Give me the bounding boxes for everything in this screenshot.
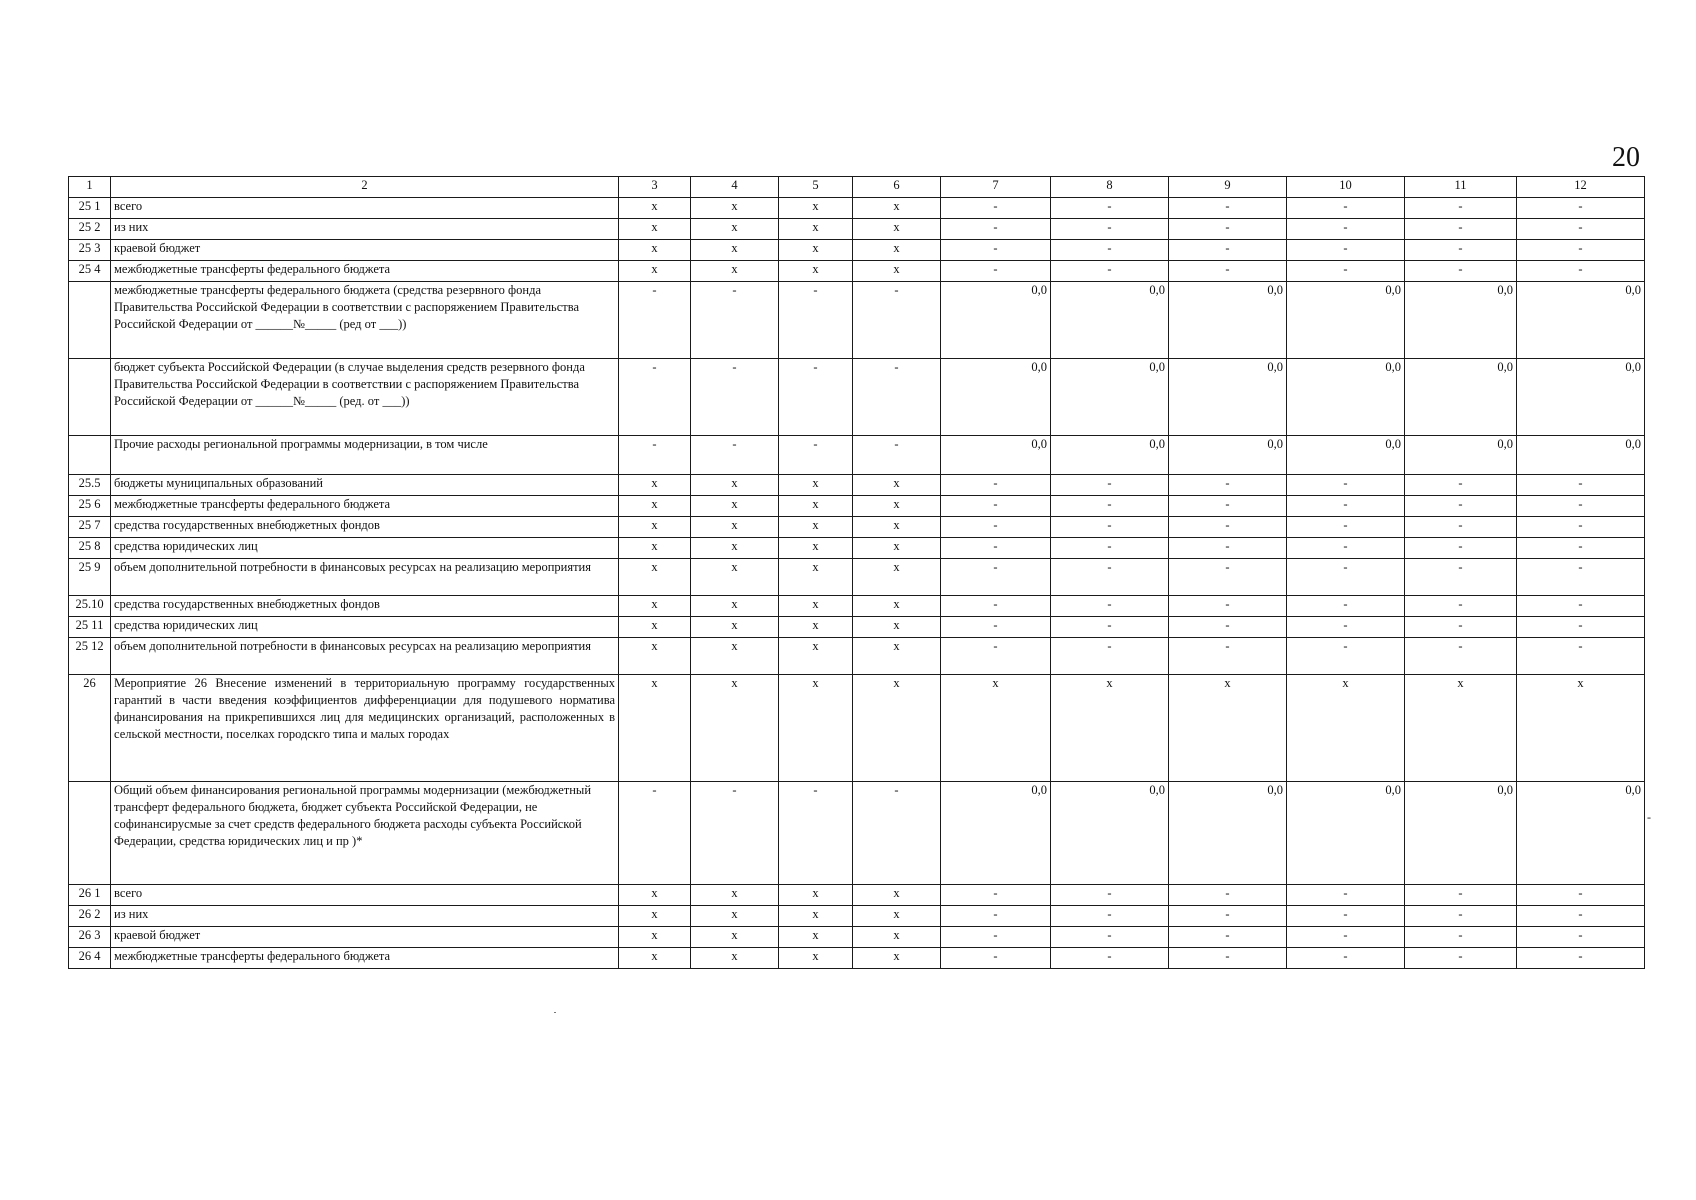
value-cell: 0,0 [1517, 782, 1645, 885]
table-row [69, 219, 1645, 240]
scan-speck [554, 1012, 556, 1013]
value-cell: 0,0 [1405, 282, 1517, 359]
value-cell: x [619, 219, 691, 240]
value-cell: x [619, 198, 691, 219]
column-number: 8 [1051, 177, 1169, 198]
value-cell: - [1051, 927, 1169, 948]
row-number-cell: 25 7 [69, 517, 111, 538]
value-cell: x [619, 261, 691, 282]
value-cell: - [1287, 538, 1405, 559]
value-cell: - [1051, 906, 1169, 927]
value-cell: - [691, 359, 779, 436]
row-number-cell: 25 6 [69, 496, 111, 517]
value-cell: - [1169, 638, 1287, 675]
row-number-cell: 25.10 [69, 596, 111, 617]
row-number-cell: 25 11 [69, 617, 111, 638]
value-cell: x [619, 617, 691, 638]
value-cell: 0,0 [1517, 282, 1645, 359]
value-cell: - [1051, 559, 1169, 596]
value-cell: - [779, 436, 853, 475]
row-number-cell: 25 4 [69, 261, 111, 282]
value-cell: - [1287, 219, 1405, 240]
value-cell: - [1405, 198, 1517, 219]
value-cell: 0,0 [1051, 282, 1169, 359]
value-cell: - [1287, 617, 1405, 638]
table-row [69, 282, 1645, 359]
value-cell: x [779, 596, 853, 617]
row-label-cell: объем дополнительной потребности в финансовых ресурсах на реализацию мероприятия [111, 638, 619, 675]
value-cell: - [1517, 261, 1645, 282]
value-cell: - [1405, 219, 1517, 240]
value-cell: x [779, 475, 853, 496]
table-row [69, 517, 1645, 538]
value-cell: - [1287, 948, 1405, 969]
value-cell: - [1051, 596, 1169, 617]
value-cell: - [941, 496, 1051, 517]
value-cell: x [691, 240, 779, 261]
column-number: 3 [619, 177, 691, 198]
table-row [69, 782, 1645, 885]
value-cell: x [853, 219, 941, 240]
column-number: 1 [69, 177, 111, 198]
column-number: 5 [779, 177, 853, 198]
value-cell: - [941, 906, 1051, 927]
value-cell: - [1169, 219, 1287, 240]
value-cell: x [779, 638, 853, 675]
table-row [69, 617, 1645, 638]
value-cell: - [1287, 198, 1405, 219]
table-row [69, 885, 1645, 906]
column-number: 4 [691, 177, 779, 198]
value-cell: - [1405, 538, 1517, 559]
value-cell: x [853, 885, 941, 906]
table-row [69, 596, 1645, 617]
value-cell: 0,0 [941, 436, 1051, 475]
value-cell: - [1051, 517, 1169, 538]
table-row [69, 559, 1645, 596]
row-label-cell: средства юридических лиц [111, 617, 619, 638]
value-cell: - [853, 782, 941, 885]
value-cell: x [691, 198, 779, 219]
table-row [69, 675, 1645, 782]
value-cell: - [1051, 261, 1169, 282]
value-cell: - [941, 219, 1051, 240]
value-cell: - [1051, 198, 1169, 219]
value-cell: - [1169, 475, 1287, 496]
value-cell: x [853, 948, 941, 969]
value-cell: - [1169, 885, 1287, 906]
row-label-cell: межбюджетные трансферты федерального бюджета [111, 496, 619, 517]
value-cell: x [853, 559, 941, 596]
table-row [69, 906, 1645, 927]
value-cell: x [619, 538, 691, 559]
row-number-cell: 26 2 [69, 906, 111, 927]
table-row [69, 948, 1645, 969]
value-cell: 0,0 [1287, 436, 1405, 475]
value-cell: x [619, 948, 691, 969]
column-number: 6 [853, 177, 941, 198]
value-cell: - [1169, 198, 1287, 219]
value-cell: - [1287, 885, 1405, 906]
value-cell: 0,0 [1287, 782, 1405, 885]
value-cell: x [853, 617, 941, 638]
value-cell: x [691, 475, 779, 496]
value-cell: - [1051, 948, 1169, 969]
value-cell: x [853, 496, 941, 517]
value-cell: - [1517, 517, 1645, 538]
value-cell: - [853, 436, 941, 475]
value-cell: x [941, 675, 1051, 782]
value-cell: - [1051, 638, 1169, 675]
value-cell: x [779, 538, 853, 559]
value-cell: x [779, 261, 853, 282]
value-cell: x [619, 240, 691, 261]
value-cell: 0,0 [1051, 436, 1169, 475]
value-cell: x [619, 559, 691, 596]
value-cell: - [1517, 906, 1645, 927]
value-cell: x [853, 927, 941, 948]
value-cell: - [941, 948, 1051, 969]
margin-mark: - [1647, 810, 1651, 824]
column-number: 9 [1169, 177, 1287, 198]
value-cell: - [1517, 638, 1645, 675]
value-cell: x [853, 596, 941, 617]
row-number-cell [69, 436, 111, 475]
row-number-cell: 25 2 [69, 219, 111, 240]
value-cell: - [691, 282, 779, 359]
value-cell: - [1517, 496, 1645, 517]
row-number-cell: 25 1 [69, 198, 111, 219]
value-cell: - [1169, 517, 1287, 538]
value-cell: - [691, 436, 779, 475]
value-cell: - [1405, 596, 1517, 617]
row-label-cell: бюджет субъекта Российской Федерации (в случае выделения средств резервного фонда Правительства Российской Федерации в соответствии с распоряжением Правительства Российской Федерации от ______№_____ (ред. от ___)) [111, 359, 619, 436]
financing-table [68, 176, 1645, 969]
row-label-cell: средства государственных внебюджетных фондов [111, 517, 619, 538]
value-cell: - [941, 617, 1051, 638]
column-number: 11 [1405, 177, 1517, 198]
value-cell: - [1405, 948, 1517, 969]
value-cell: - [1287, 517, 1405, 538]
table-row [69, 538, 1645, 559]
value-cell: x [691, 596, 779, 617]
value-cell: x [619, 675, 691, 782]
value-cell: x [779, 948, 853, 969]
value-cell: x [779, 675, 853, 782]
row-number-cell: 26 4 [69, 948, 111, 969]
row-label-cell: из них [111, 219, 619, 240]
column-number-row [69, 177, 1645, 198]
value-cell: 0,0 [1405, 782, 1517, 885]
value-cell: - [619, 359, 691, 436]
row-number-cell [69, 782, 111, 885]
value-cell: x [853, 240, 941, 261]
table-row [69, 240, 1645, 261]
value-cell: 0,0 [1405, 436, 1517, 475]
row-label-cell: краевой бюджет [111, 927, 619, 948]
row-label-cell: средства государственных внебюджетных фондов [111, 596, 619, 617]
value-cell: - [941, 475, 1051, 496]
row-number-cell [69, 359, 111, 436]
value-cell: x [619, 596, 691, 617]
row-label-cell: средства юридических лиц [111, 538, 619, 559]
value-cell: - [1287, 596, 1405, 617]
value-cell: x [779, 219, 853, 240]
row-number-cell: 25.5 [69, 475, 111, 496]
value-cell: x [691, 906, 779, 927]
value-cell: - [1287, 638, 1405, 675]
row-label-cell: всего [111, 885, 619, 906]
value-cell: x [779, 885, 853, 906]
value-cell: - [1169, 617, 1287, 638]
row-label-cell: из них [111, 906, 619, 927]
value-cell: x [1051, 675, 1169, 782]
row-label-cell: межбюджетные трансферты федерального бюджета [111, 261, 619, 282]
value-cell: x [853, 517, 941, 538]
value-cell: - [619, 282, 691, 359]
value-cell: x [853, 198, 941, 219]
column-number: 2 [111, 177, 619, 198]
value-cell: - [1169, 906, 1287, 927]
row-label-cell: всего [111, 198, 619, 219]
value-cell: - [853, 359, 941, 436]
value-cell: - [1517, 885, 1645, 906]
value-cell: - [1287, 240, 1405, 261]
value-cell: 0,0 [1169, 282, 1287, 359]
value-cell: - [1517, 475, 1645, 496]
value-cell: x [779, 906, 853, 927]
value-cell: - [1169, 240, 1287, 261]
row-number-cell [69, 282, 111, 359]
value-cell: - [1517, 596, 1645, 617]
value-cell: - [1517, 948, 1645, 969]
value-cell: - [1405, 240, 1517, 261]
value-cell: x [1287, 675, 1405, 782]
value-cell: x [691, 517, 779, 538]
value-cell: x [779, 517, 853, 538]
value-cell: - [1169, 948, 1287, 969]
value-cell: - [941, 885, 1051, 906]
value-cell: x [853, 475, 941, 496]
table-row [69, 359, 1645, 436]
value-cell: - [1517, 240, 1645, 261]
value-cell: - [1517, 198, 1645, 219]
value-cell: 0,0 [941, 359, 1051, 436]
row-label-cell: Мероприятие 26 Внесение изменений в территориальную программу государственных гарантий в части введения коэффициентов дифференциации для подушевого норматива финансирования на прикрепившихся лиц для медицинских организаций, расположенных в сельской местности, поселках городскго типа и малых городах [111, 675, 619, 782]
value-cell: x [619, 638, 691, 675]
value-cell: x [691, 538, 779, 559]
value-cell: - [1051, 240, 1169, 261]
value-cell: x [619, 496, 691, 517]
value-cell: - [941, 240, 1051, 261]
value-cell: - [619, 782, 691, 885]
value-cell: x [691, 927, 779, 948]
value-cell: - [1287, 559, 1405, 596]
value-cell: - [1287, 927, 1405, 948]
value-cell: - [1517, 559, 1645, 596]
row-number-cell: 26 [69, 675, 111, 782]
value-cell: - [1405, 261, 1517, 282]
value-cell: - [1405, 559, 1517, 596]
value-cell: x [619, 475, 691, 496]
value-cell: - [779, 282, 853, 359]
value-cell: - [691, 782, 779, 885]
value-cell: 0,0 [1287, 359, 1405, 436]
column-number: 12 [1517, 177, 1645, 198]
value-cell: - [941, 198, 1051, 219]
value-cell: x [619, 885, 691, 906]
value-cell: - [941, 638, 1051, 675]
value-cell: - [779, 782, 853, 885]
value-cell: - [941, 538, 1051, 559]
value-cell: - [1169, 496, 1287, 517]
value-cell: x [691, 948, 779, 969]
value-cell: - [1287, 475, 1405, 496]
value-cell: x [779, 617, 853, 638]
value-cell: x [691, 496, 779, 517]
value-cell: - [1051, 219, 1169, 240]
table-row [69, 475, 1645, 496]
value-cell: x [853, 638, 941, 675]
value-cell: - [779, 359, 853, 436]
value-cell: - [941, 261, 1051, 282]
value-cell: x [619, 927, 691, 948]
row-label-cell: Общий объем финансирования региональной программы модернизации (межбюджетный трансферт федерального бюджета, бюджет субъекта Российской Федерации, не софинансирусмые за счет средств федерального бюджета расходы субъекта Российской Федерации, средства юридических лиц и пр )* [111, 782, 619, 885]
value-cell: x [619, 906, 691, 927]
row-number-cell: 25 8 [69, 538, 111, 559]
value-cell: x [779, 198, 853, 219]
table-row [69, 638, 1645, 675]
value-cell: 0,0 [1169, 359, 1287, 436]
value-cell: - [1287, 906, 1405, 927]
value-cell: x [779, 496, 853, 517]
value-cell: x [1517, 675, 1645, 782]
value-cell: - [1051, 496, 1169, 517]
table-body [69, 177, 1645, 969]
value-cell: x [779, 927, 853, 948]
value-cell: - [1405, 517, 1517, 538]
value-cell: 0,0 [1051, 782, 1169, 885]
value-cell: x [853, 261, 941, 282]
value-cell: 0,0 [1517, 436, 1645, 475]
value-cell: - [1405, 927, 1517, 948]
value-cell: - [1287, 261, 1405, 282]
table-row [69, 436, 1645, 475]
value-cell: 0,0 [1169, 436, 1287, 475]
value-cell: - [1405, 638, 1517, 675]
value-cell: - [1517, 538, 1645, 559]
value-cell: - [941, 559, 1051, 596]
value-cell: x [691, 638, 779, 675]
value-cell: x [691, 261, 779, 282]
value-cell: 0,0 [1287, 282, 1405, 359]
row-number-cell: 25 3 [69, 240, 111, 261]
value-cell: x [691, 617, 779, 638]
value-cell: - [1517, 927, 1645, 948]
value-cell: - [1169, 538, 1287, 559]
value-cell: - [1051, 475, 1169, 496]
value-cell: - [1405, 475, 1517, 496]
value-cell: x [691, 675, 779, 782]
value-cell: x [853, 538, 941, 559]
value-cell: x [779, 559, 853, 596]
value-cell: - [1405, 496, 1517, 517]
row-label-cell: межбюджетные трансферты федерального бюджета [111, 948, 619, 969]
value-cell: 0,0 [1169, 782, 1287, 885]
row-label-cell: объем дополнительной потребности в финансовых ресурсах на реализацию мероприятия [111, 559, 619, 596]
value-cell: 0,0 [941, 282, 1051, 359]
row-number-cell: 25 12 [69, 638, 111, 675]
value-cell: - [1051, 885, 1169, 906]
column-number: 10 [1287, 177, 1405, 198]
value-cell: x [691, 559, 779, 596]
value-cell: - [1169, 596, 1287, 617]
value-cell: - [941, 517, 1051, 538]
value-cell: - [1405, 617, 1517, 638]
value-cell: - [1287, 496, 1405, 517]
value-cell: - [1051, 617, 1169, 638]
table-row [69, 198, 1645, 219]
row-label-cell: Прочие расходы региональной программы модернизации, в том числе [111, 436, 619, 475]
value-cell: 0,0 [1517, 359, 1645, 436]
value-cell: - [1405, 885, 1517, 906]
table-row [69, 927, 1645, 948]
column-number: 7 [941, 177, 1051, 198]
value-cell: - [1517, 617, 1645, 638]
page-number: 20 [1612, 142, 1640, 173]
value-cell: x [1169, 675, 1287, 782]
table-row [69, 496, 1645, 517]
value-cell: x [853, 906, 941, 927]
value-cell: - [1169, 559, 1287, 596]
value-cell: - [941, 927, 1051, 948]
row-number-cell: 26 1 [69, 885, 111, 906]
value-cell: x [1405, 675, 1517, 782]
value-cell: 0,0 [1051, 359, 1169, 436]
value-cell: x [779, 240, 853, 261]
row-label-cell: краевой бюджет [111, 240, 619, 261]
value-cell: - [941, 596, 1051, 617]
value-cell: - [853, 282, 941, 359]
value-cell: 0,0 [941, 782, 1051, 885]
row-label-cell: межбюджетные трансферты федерального бюджета (средства резервного фонда Правительства Российской Федерации в соответствии с распоряжением Правительства Российской Федерации от ______№_____ (ред от ___)) [111, 282, 619, 359]
value-cell: - [1517, 219, 1645, 240]
value-cell: - [619, 436, 691, 475]
value-cell: x [691, 219, 779, 240]
row-number-cell: 26 3 [69, 927, 111, 948]
value-cell: x [619, 517, 691, 538]
value-cell: x [853, 675, 941, 782]
table-row [69, 261, 1645, 282]
value-cell: - [1169, 927, 1287, 948]
value-cell: - [1051, 538, 1169, 559]
value-cell: - [1405, 906, 1517, 927]
row-label-cell: бюджеты муниципальных образований [111, 475, 619, 496]
value-cell: 0,0 [1405, 359, 1517, 436]
value-cell: - [1169, 261, 1287, 282]
value-cell: x [691, 885, 779, 906]
row-number-cell: 25 9 [69, 559, 111, 596]
